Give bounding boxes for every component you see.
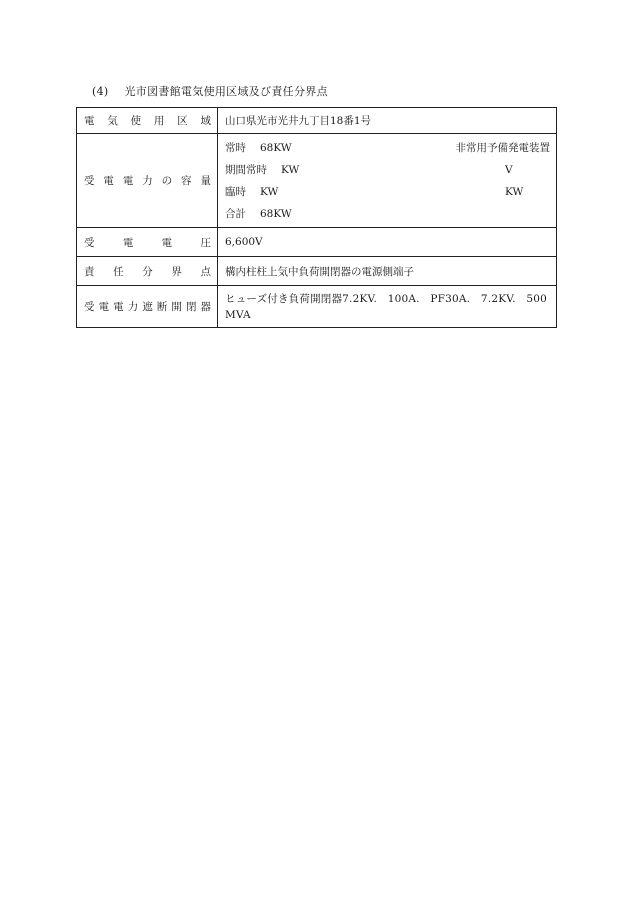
spread-label bbox=[84, 113, 211, 128]
label-char: 開 bbox=[171, 301, 182, 313]
backup-generator-title: 非常用予備発電装置 bbox=[455, 142, 550, 154]
label-char: 量 bbox=[200, 175, 211, 187]
label-char: 電 bbox=[122, 236, 134, 249]
label-breaker bbox=[77, 286, 218, 328]
label-char: 区 bbox=[177, 115, 188, 127]
label-boundary bbox=[77, 257, 218, 286]
spread-label bbox=[84, 235, 211, 250]
label-char: 受 bbox=[84, 301, 95, 313]
capacity-temporary-value: KW bbox=[260, 186, 279, 198]
capacity-line-temporary bbox=[225, 181, 550, 203]
capacity-line-period bbox=[225, 159, 550, 181]
label-capacity bbox=[77, 134, 218, 228]
label-char: 気 bbox=[107, 115, 118, 127]
capacity-total bbox=[225, 206, 395, 221]
label-char: 受 bbox=[84, 175, 95, 187]
label-char: 器 bbox=[200, 301, 211, 313]
label-char: 電 bbox=[84, 115, 95, 127]
electricity-spec-table bbox=[76, 107, 557, 328]
label-char: 力 bbox=[127, 301, 139, 313]
value-capacity bbox=[218, 134, 557, 228]
label-char: 電 bbox=[122, 175, 134, 187]
label-char: 電 bbox=[161, 236, 173, 249]
capacity-period bbox=[225, 162, 395, 177]
capacity-temporary-label: 臨時 bbox=[225, 186, 246, 198]
capacity-total-value: 68KW bbox=[260, 208, 292, 220]
label-char: 断 bbox=[156, 301, 168, 313]
label-char: の bbox=[161, 175, 173, 187]
backup-voltage-unit: V bbox=[505, 163, 513, 176]
label-char: 使 bbox=[130, 115, 142, 127]
value-area: 山口県光市光井九丁目18番1号 bbox=[218, 108, 557, 134]
value-breaker bbox=[218, 286, 557, 328]
label-char: 閉 bbox=[185, 301, 197, 313]
label-char: 受 bbox=[84, 236, 95, 249]
capacity-temporary bbox=[225, 184, 395, 199]
breaker-text: ヒューズ付き負荷開閉器7.2KV. 100A. PF30A. 7.2KV. 500MVA bbox=[225, 292, 548, 321]
label-char: 力 bbox=[142, 175, 153, 187]
label-char: 遮 bbox=[142, 301, 153, 313]
label-char: 電 bbox=[103, 175, 114, 187]
label-area bbox=[77, 108, 218, 134]
capacity-period-value: KW bbox=[281, 164, 300, 176]
label-char: 点 bbox=[200, 265, 211, 278]
table-row-capacity bbox=[77, 134, 557, 228]
backup-power-unit: KW bbox=[505, 185, 524, 198]
table-row-area bbox=[77, 108, 557, 134]
capacity-regular bbox=[225, 140, 374, 155]
table-row-voltage bbox=[77, 228, 557, 257]
capacity-period-label: 期間常時 bbox=[225, 164, 267, 176]
section-title bbox=[92, 83, 328, 99]
label-char: 界 bbox=[171, 265, 182, 278]
label-char: 任 bbox=[113, 265, 124, 278]
label-char: 分 bbox=[142, 265, 153, 278]
section-number: (4) bbox=[92, 85, 109, 98]
table-row-breaker bbox=[77, 286, 557, 328]
capacity-regular-label: 常時 bbox=[225, 142, 246, 154]
label-char: 用 bbox=[153, 115, 165, 127]
label-char: 電 bbox=[98, 301, 110, 313]
spread-label bbox=[84, 299, 211, 314]
label-char: 電 bbox=[113, 301, 124, 313]
capacity-line-regular bbox=[225, 137, 550, 159]
label-char: 域 bbox=[200, 115, 211, 127]
capacity-regular-value: 68KW bbox=[260, 142, 292, 154]
spread-label bbox=[84, 264, 211, 279]
capacity-total-label: 合計 bbox=[225, 208, 246, 220]
section-heading: 光市図書館電気使用区域及び責任分界点 bbox=[124, 85, 328, 98]
value-voltage: 6,600V bbox=[218, 228, 557, 257]
spread-label bbox=[84, 173, 211, 188]
capacity-line-total bbox=[225, 203, 550, 225]
label-char: 圧 bbox=[200, 236, 211, 249]
label-char: 容 bbox=[181, 175, 192, 187]
table-row-boundary bbox=[77, 257, 557, 286]
label-voltage bbox=[77, 228, 218, 257]
label-char: 責 bbox=[84, 265, 95, 278]
value-boundary: 構内柱柱上気中負荷開閉器の電源側端子 bbox=[218, 257, 557, 286]
